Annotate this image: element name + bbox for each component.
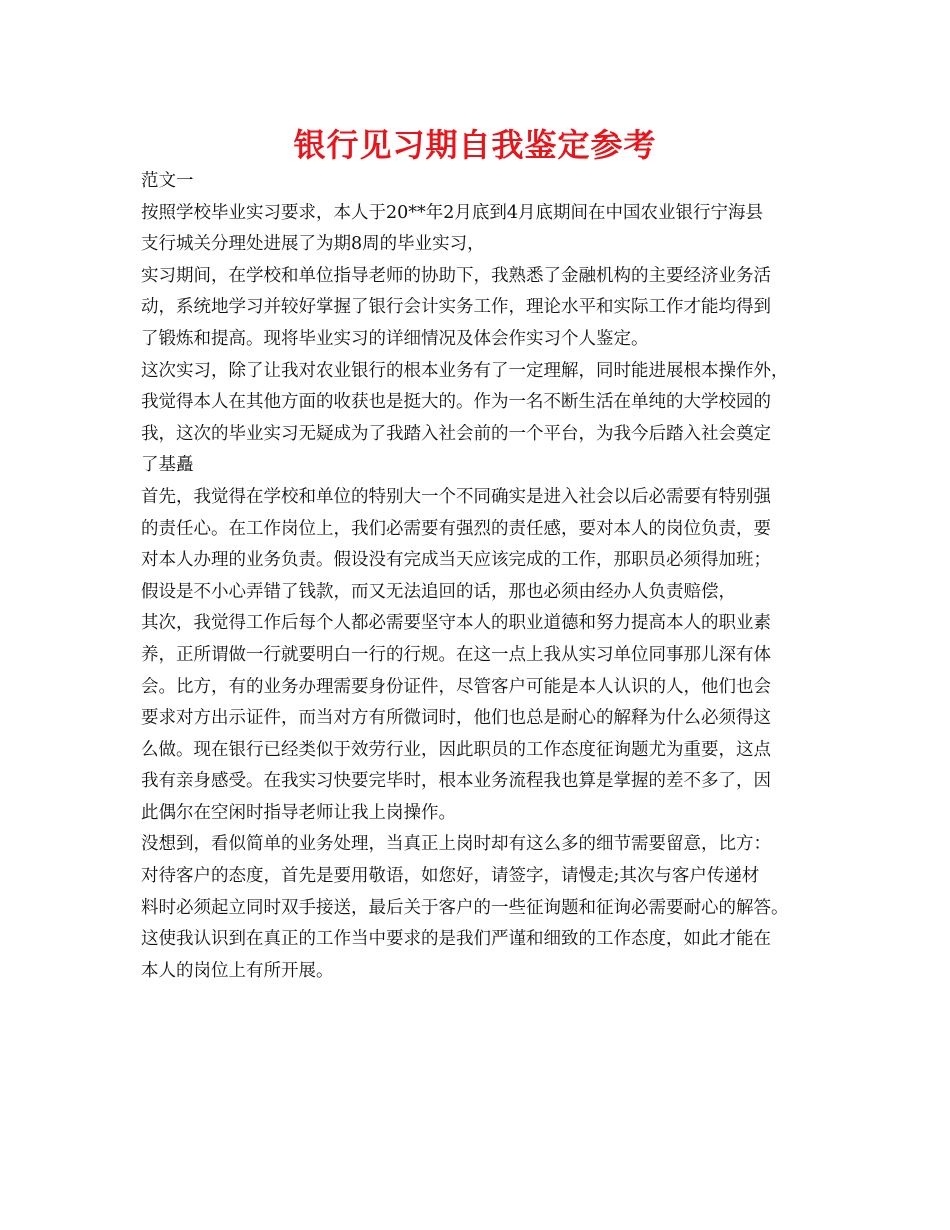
- text-line: 我觉得本人在其他方面的收获也是挺大的。作为一名不断生活在单纯的大学校园的: [141, 392, 771, 413]
- text-line: 没想到，看似简单的业务处理，当真正上岗时却有这么多的细节需要留意，比方：: [141, 834, 771, 855]
- text-line: 假设是不小心弄错了钱款，而又无法追回的话，那也必须由经办人负责赔偿，: [141, 581, 736, 602]
- text-line: 要求对方出示证件，而当对方有所微词时，他们也总是耐心的解释为什么必须得这: [141, 708, 771, 729]
- text-line: 了基矗: [141, 455, 194, 476]
- text-line: 我，这次的毕业实习无疑成为了我踏入社会前的一个平台，为我今后踏入社会奠定: [141, 423, 771, 444]
- text-line: 我有亲身感受。在我实习快要完毕时，根本业务流程我也算是掌握的差不多了，因: [141, 771, 771, 792]
- text-line: 的责任心。在工作岗位上，我们必需要有强烈的责任感，要对本人的岗位负责，要: [141, 518, 771, 539]
- text-line: 对待客户的态度，首先是要用敬语，如您好，请签字，请慢走;其次与客户传递材: [141, 866, 760, 887]
- text-line: 了锻炼和提高。现将毕业实习的详细情况及体会作实习个人鉴定。: [141, 328, 649, 349]
- document-title: 银行见习期自我鉴定参考: [293, 126, 657, 164]
- text-line: 会。比方，有的业务办理需要身份证件，尽管客户可能是本人认识的人，他们也会: [141, 676, 771, 697]
- text-line: 支行城关分理处进展了为期8周的毕业实习，: [141, 234, 485, 255]
- text-line: 动，系统地学习并较好掌握了银行会计实务工作，理论水平和实际工作才能均得到: [141, 297, 771, 318]
- text-line: 么做。现在银行已经类似于效劳行业，因此职员的工作态度征询题尤为重要，这点: [141, 739, 771, 760]
- text-line: 本人的岗位上有所开展。: [141, 960, 334, 981]
- text-line: 范文一: [141, 171, 194, 191]
- text-line: 对本人办理的业务负责。假设没有完成当天应该完成的工作，那职员必须得加班；: [141, 550, 771, 571]
- text-line: 养，正所谓做一行就要明白一行的行规。在这一点上我从实习单位同事那儿深有体: [141, 644, 771, 665]
- document-body: [141, 166, 841, 987]
- text-line: 这次实习，除了让我对农业银行的根本业务有了一定理解，同时能进展根本操作外，: [141, 360, 789, 381]
- text-line: 此偶尔在空闲时指导老师让我上岗操作。: [141, 802, 456, 823]
- text-line: 实习期间，在学校和单位指导老师的协助下，我熟悉了金融机构的主要经济业务活: [141, 265, 771, 286]
- text-line: 首先，我觉得在学校和单位的特别大一个不同确实是进入社会以后必需要有特别强: [141, 486, 771, 507]
- text-line: 按照学校毕业实习要求，本人于20**年2月底到4月底期间在中国农业银行宁海县: [141, 202, 764, 223]
- text-line: 料时必须起立同时双手接送，最后关于客户的一些征询题和征询必需要耐心的解答。: [141, 897, 789, 918]
- text-line: 其次，我觉得工作后每个人都必需要坚守本人的职业道德和努力提高本人的职业素: [141, 613, 771, 634]
- text-line: 这使我认识到在真正的工作当中要求的是我们严谨和细致的工作态度，如此才能在: [141, 929, 771, 950]
